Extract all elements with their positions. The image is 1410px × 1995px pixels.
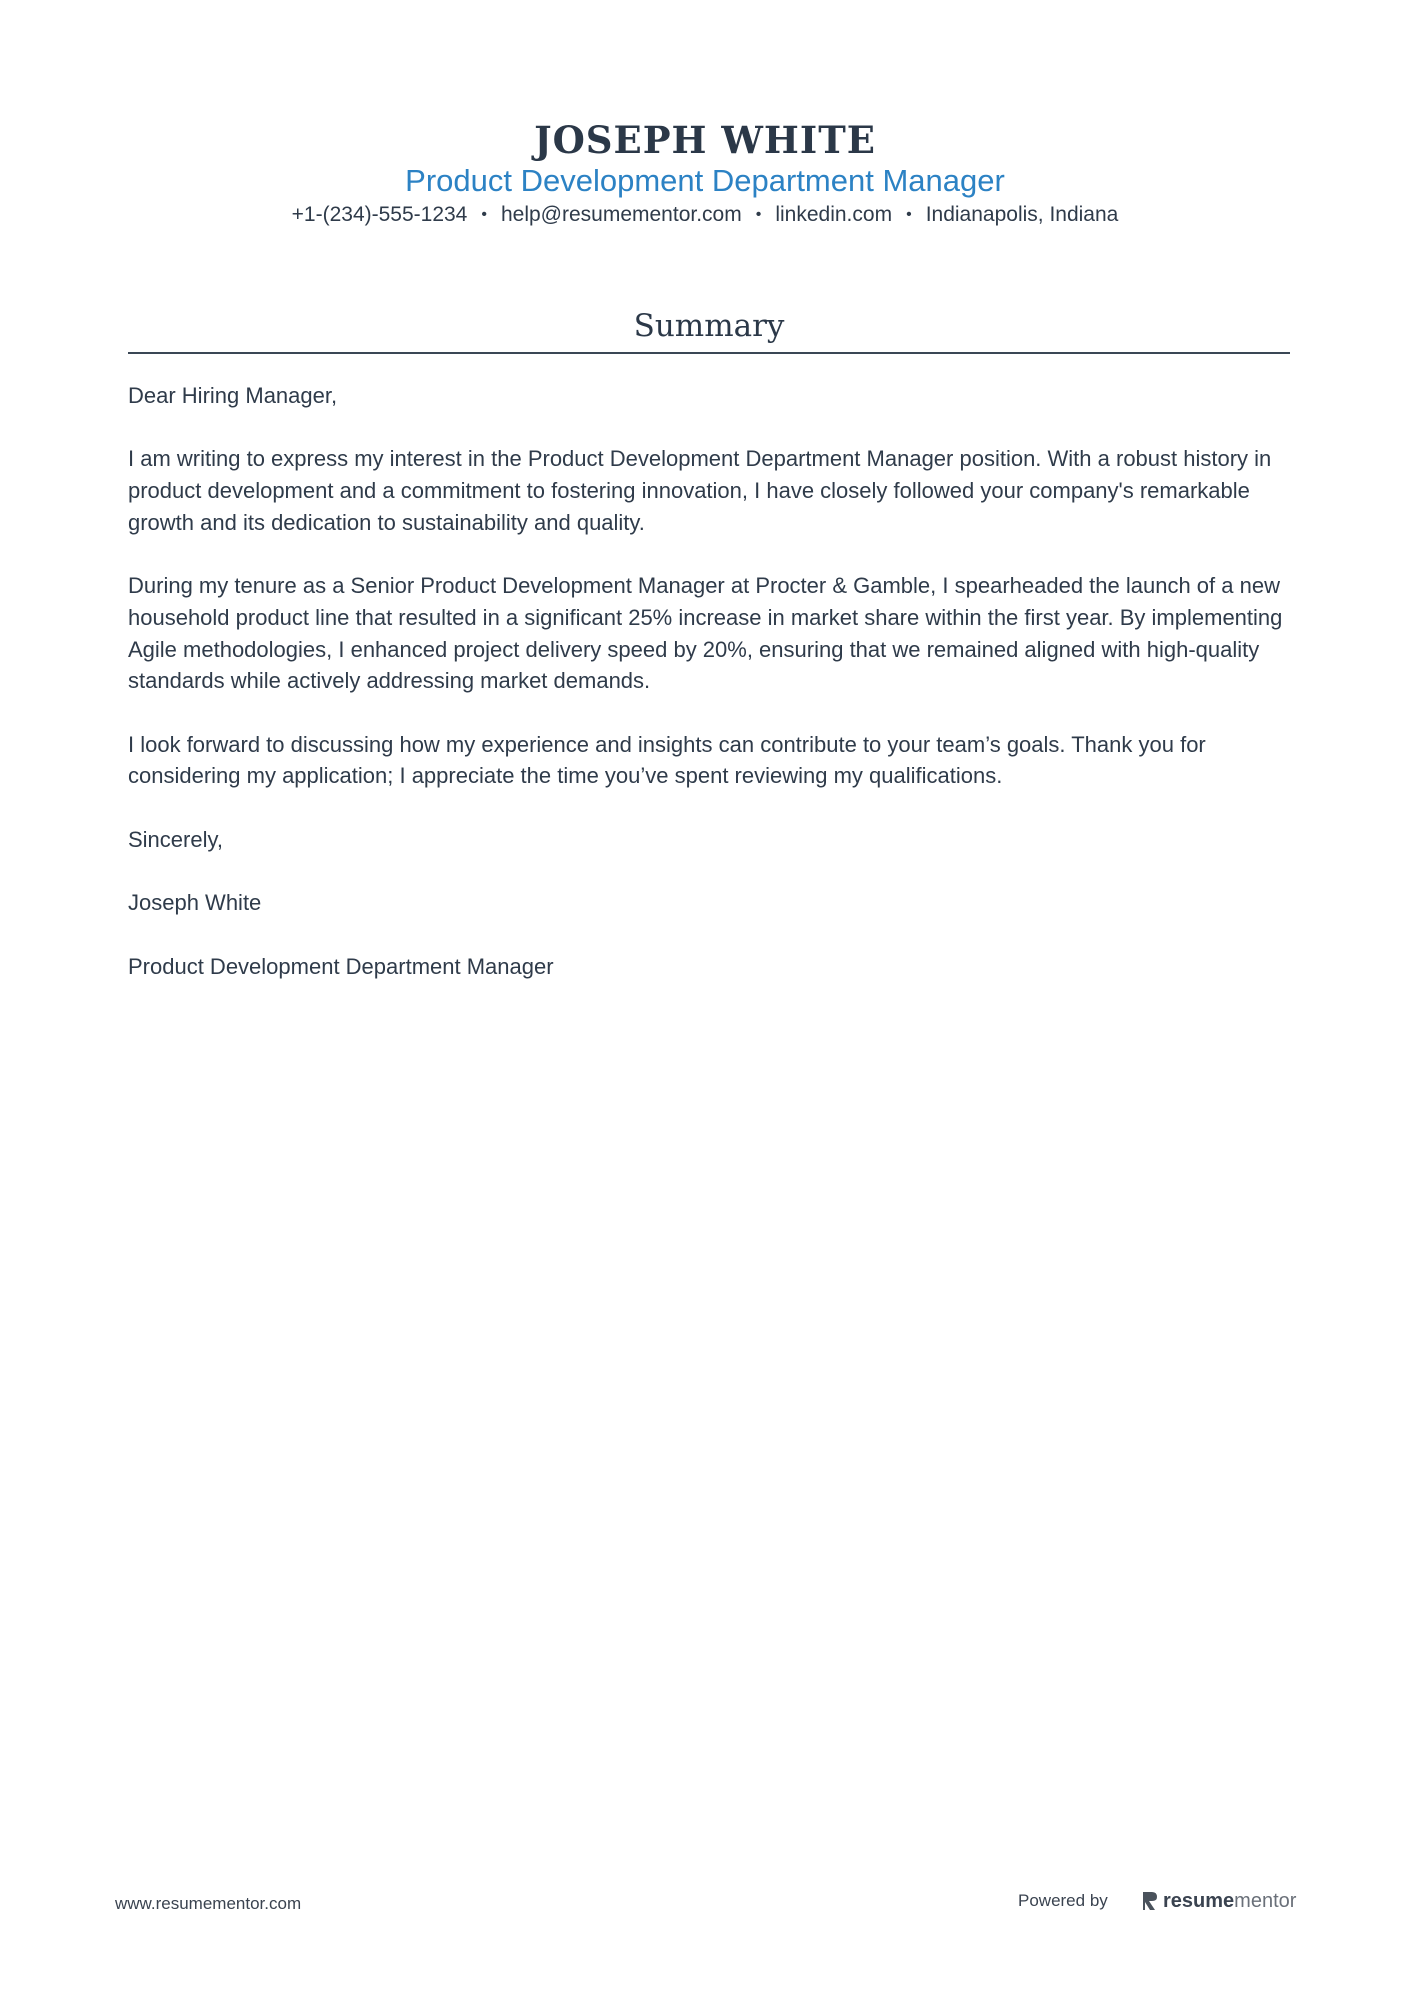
letter-paragraph: I am writing to express my interest in the Product Development Department Manager position. With a robust history in product development and a commitment to fostering innovation, I have closely followed your company's remarkable growth and its dedication to sustainability and quality. [128, 446, 1272, 535]
letter-closing: Sincerely, [128, 826, 223, 852]
footer-website-link[interactable]: www.resumementor.com [115, 1894, 302, 1913]
candidate-name: JOSEPH WHITE [534, 118, 876, 162]
candidate-job-title: Product Development Department Manager [405, 163, 1005, 198]
brand-text-mentor: mentor [1234, 1889, 1297, 1912]
contact-linkedin: linkedin.com [775, 203, 893, 226]
letter-paragraph: I look forward to discussing how my experience and insights can contribute to your team’s goals. Thank you for considering my application; I appreciate the time you’ve spent reviewing my qualifications. [128, 731, 1206, 789]
contact-line [0, 200, 1410, 232]
letter-body [128, 380, 1290, 1014]
section-heading: Summary [633, 308, 785, 344]
contact-phone: +1-(234)-555-1234 [291, 203, 468, 226]
bullet-separator: • [481, 206, 487, 223]
header [0, 118, 1410, 232]
contact-location: Indianapolis, Indiana [925, 203, 1119, 226]
signature-name: Joseph White [128, 890, 262, 916]
bullet-separator: • [906, 206, 912, 223]
resumementor-logo[interactable] [1141, 1887, 1296, 1915]
contact-email: help@resumementor.com [500, 203, 742, 226]
bullet-separator: • [755, 206, 762, 223]
signature-title: Product Development Department Manager [128, 953, 554, 979]
letter-salutation: Dear Hiring Manager, [128, 383, 338, 408]
powered-by-label: Powered by [1018, 1891, 1108, 1910]
section-divider [128, 352, 1290, 354]
resumementor-logo-icon [1141, 1890, 1159, 1912]
brand-text-resume: resume [1163, 1889, 1235, 1912]
letter-paragraph: During my tenure as a Senior Product Development Manager at Procter & Gamble, I spearheaded the launch of a new household product line that resulted in a significant 25% increase in market share within the first year. By implementing Agile methodologies, I enhanced project delivery speed by 20%, ensuring that we remained aligned with high-quality standards while actively addressing market demands. [128, 573, 1283, 694]
